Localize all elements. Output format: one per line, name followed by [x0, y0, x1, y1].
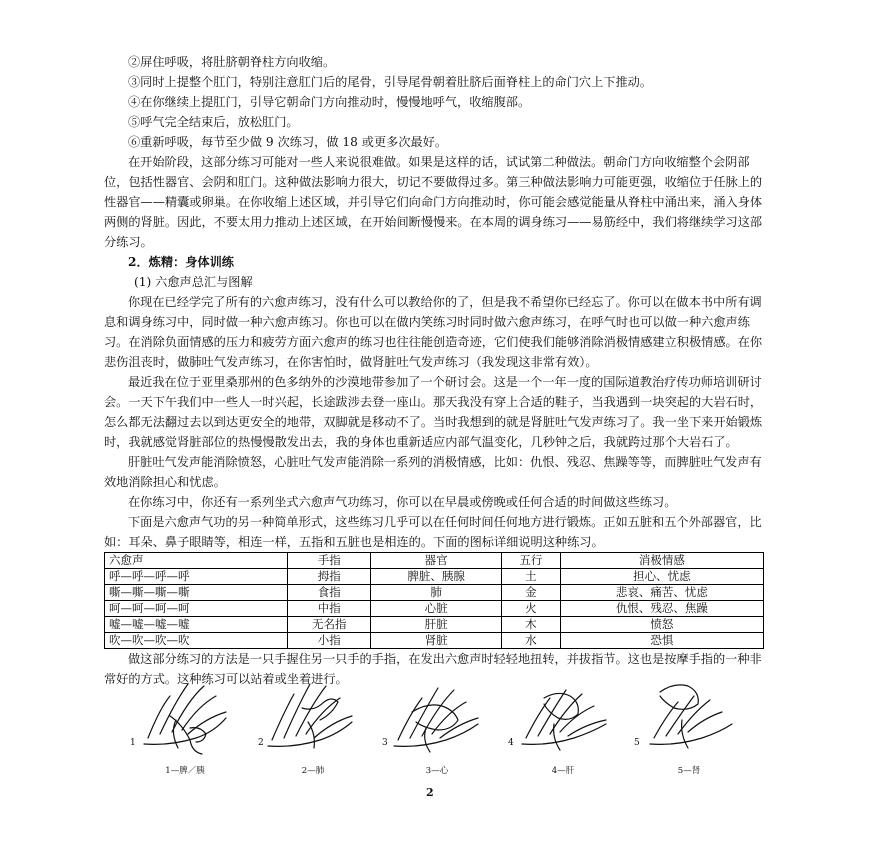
paragraph-sedona-story: 最近我在位于亚里桑那州的色多纳外的沙漠地带参加了一个研讨会。这是一个一年一度的国际道教治疗传功师培训研讨会。一天下午我们中一些人一时兴起，长途跋涉去登一座山。那天我没有穿上合适的鞋子，当我遇到一块突起的大岩石时，怎么都无法翻过去以到达更安全的地带，双脚就是移动不了。当时我想到的就是肾脏吐气发声练习了。我一坐下来开始锻炼时，我就感觉肾脏部位的热慢慢散发出去，我的身体也重新适应内部气温变化，几秒钟之后，我就跨过那个大岩石了。 [104, 375, 763, 449]
table-row [105, 617, 764, 633]
table-cell: 心脏 [371, 601, 502, 617]
hand-illustration-icon [258, 668, 368, 758]
paragraph-sitting-practice: 在你练习中，你还有一系列坐式六愈声气功练习，你可以在早晨或傍晚或任何合适的时间做这些练习。 [128, 495, 677, 509]
header-element: 五行 [502, 553, 561, 569]
table-cell: 吹—吹—吹—吹 [105, 633, 288, 649]
table-cell: 呵—呵—呵—呵 [105, 601, 288, 617]
table-cell: 肾脏 [371, 633, 502, 649]
table-cell: 无名指 [288, 617, 371, 633]
paragraph-finger-method: 做这部分练习的方法是一只手握住另一只手的手指，在发出六愈声时轻轻地扭转，并拔指节。这也是按摩手指的一种非常好的方式。这种练习可以站着或坐着进行。 [104, 652, 762, 686]
hand-figure-1 [130, 668, 240, 778]
table-cell: 呼—呼—呼—呼 [105, 569, 288, 585]
table-cell: 肺 [371, 585, 502, 601]
table-cell: 担心、忧虑 [560, 569, 763, 585]
header-emotion: 消极情感 [560, 553, 763, 569]
paragraph-organ-emotions: 肝脏吐气发声能消除愤怒，心脏吐气发声能消除一系列的消极情感，比如：仇恨、残忍、焦躁等等，而脾脏吐气发声有效地消除担心和忧虑。 [104, 455, 762, 489]
hand-illustration-icon [382, 668, 492, 758]
table-cell: 食指 [288, 585, 371, 601]
table-cell: 肝脏 [371, 617, 502, 633]
table-cell: 金 [502, 585, 561, 601]
hand-figure-3 [382, 668, 492, 778]
hand-illustration-icon [130, 668, 240, 758]
table-cell: 仇恨、残忍、焦躁 [560, 601, 763, 617]
page-body [104, 52, 772, 689]
paragraph-six-sounds-intro: 你现在已经学完了所有的六愈声练习，没有什么可以教给你的了，但是我不希望你已经忘了。你可以在做本书中所有调息和调身练习中，同时做一种六愈声练习。你也可以在做内笑练习时同时做六愈声练习，在呼气时也可以做一种六愈声练习。在消除负面情感的压力和疲劳方面六愈声的练习也往往能创造奇迹，它们使我们能够消除消极情感建立积极情感。在你悲伤沮丧时，做肺吐气发声练习，在你害怕时，做肾脏吐气发声练习（我发现这非常有效）。 [104, 295, 763, 369]
figure-caption: 2—肺 [301, 766, 325, 776]
hand-figure-5 [634, 668, 744, 778]
hand-illustration-icon [634, 668, 744, 758]
table-row [105, 569, 764, 585]
table-cell: 水 [502, 633, 561, 649]
table-row [105, 633, 764, 649]
table-cell: 愤怒 [560, 617, 763, 633]
figure-number: 4 [508, 738, 514, 748]
table-cell: 火 [502, 601, 561, 617]
page-number: 2 [426, 786, 434, 799]
step-2-text: ②屏住呼吸，将肚脐朝脊柱方向收缩。 [128, 55, 336, 69]
paragraph-beginning-stage: 在开始阶段，这部分练习可能对一些人来说很难做。如果是这样的话，试试第二种做法。朝命门方向收缩整个会阴部位，包括性器官、会阴和肛门。这种做法影响力很大，切记不要做得过多。第三种做法影响力可能更强，收缩位于任脉上的性器官——精囊或卵巢。在你收缩上述区域，并引导它们向命门方向推动时，你可能会感觉能量从脊柱中涌出来，涌入身体两侧的肾脏。因此，不要太用力推动上述区域，在开始间断慢慢来。在本周的调身练习——易筋经中，我们将继续学习这部分练习。 [104, 155, 763, 249]
header-finger: 手指 [288, 553, 371, 569]
table-row [105, 601, 764, 617]
table-cell: 悲哀、痛苦、忧虑 [560, 585, 763, 601]
step-4-text: ④在你继续上提肛门，引导它朝命门方向推动时，慢慢地呼气，收缩腹部。 [128, 95, 531, 109]
table-cell: 中指 [288, 601, 371, 617]
hand-illustration-icon [508, 668, 618, 758]
table-cell: 嘶—嘶—嘶—嘶 [105, 585, 288, 601]
section-subheading: (1) 六愈声总汇与图解 [134, 275, 253, 289]
figure-number: 5 [634, 738, 640, 748]
figure-number: 3 [382, 738, 388, 748]
table-cell: 脾脏、胰腺 [371, 569, 502, 585]
hand-figure-2 [258, 668, 368, 778]
table-cell: 土 [502, 569, 561, 585]
figure-number: 1 [130, 738, 136, 748]
header-organ: 器官 [371, 553, 502, 569]
paragraph-finger-intro: 下面是六愈声气功的另一种简单形式，这些练习几乎可以在任何时间任何地方进行锻炼。正如五脏和五个外部器官，比如：耳朵、鼻子眼睛等，相连一样，五指和五脏也是相连的。下面的图标详细说明这种练习。 [104, 515, 762, 549]
figure-caption: 5—肾 [677, 766, 701, 776]
figure-caption: 3—心 [425, 766, 449, 776]
figure-number: 2 [258, 738, 264, 748]
figure-caption: 4—肝 [551, 766, 575, 776]
step-5-text: ⑤呼气完全结束后，放松肛门。 [128, 115, 299, 129]
table-cell: 木 [502, 617, 561, 633]
step-3-text: ③同时上提整个肛门，特别注意肛门后的尾骨，引导尾骨朝着肚脐后面脊柱上的命门穴上下推动。 [128, 75, 653, 89]
table-row [105, 585, 764, 601]
finger-organ-table [104, 552, 764, 649]
table-cell: 恐惧 [560, 633, 763, 649]
hand-figure-4 [508, 668, 618, 778]
table-cell: 嘘—嘘—嘘—嘘 [105, 617, 288, 633]
header-sound: 六愈声 [105, 553, 288, 569]
table-header-row [105, 553, 764, 569]
table-cell: 小指 [288, 633, 371, 649]
hand-illustrations [130, 668, 750, 788]
section-heading: 2．炼精：身体训练 [128, 255, 234, 269]
table-cell: 拇指 [288, 569, 371, 585]
step-6-text: ⑥重新呼吸，每节至少做 9 次练习，做 18 或更多次最好。 [128, 135, 448, 149]
figure-caption: 1—脾／胰 [165, 766, 205, 776]
